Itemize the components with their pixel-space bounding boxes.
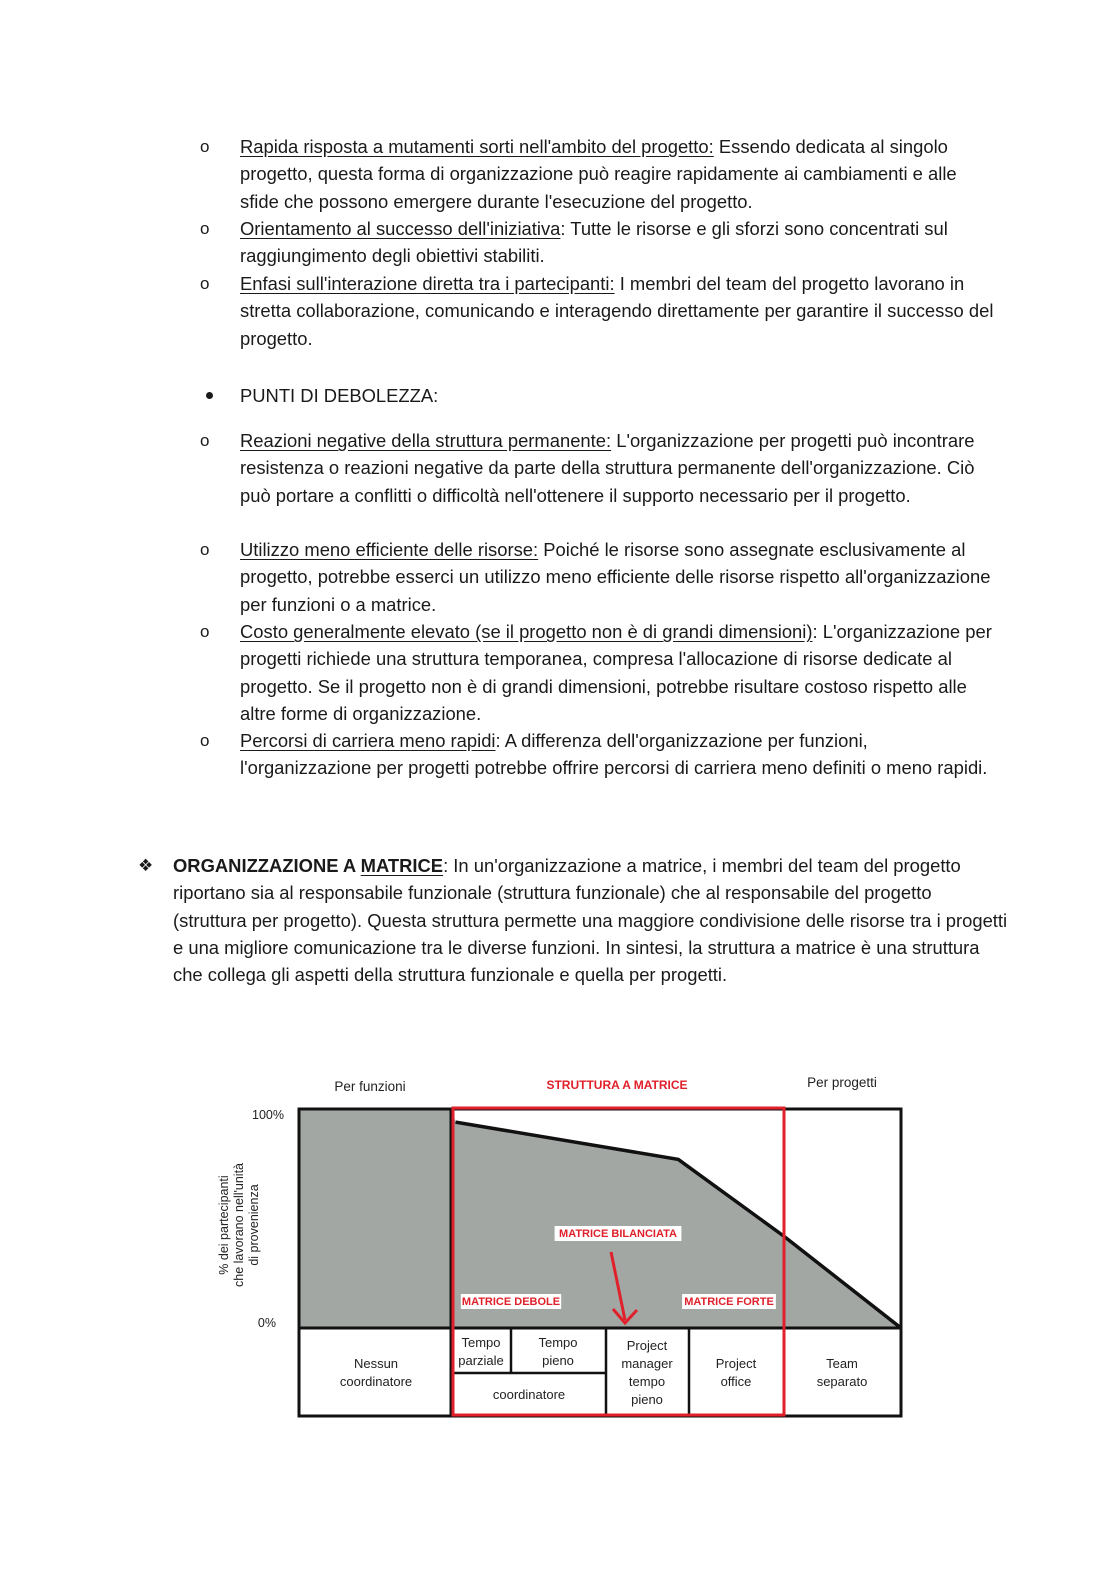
item-text: : A differenza dell'organizzazione per funzioni, l'organizzazione per progetti potrebbe offrire percorsi di carriera meno definiti o meno rapidi.	[240, 730, 988, 779]
item-title: Utilizzo meno efficiente delle risorse:	[240, 539, 539, 560]
item-title: Costo generalmente elevato (se il progetto non è di grandi dimensioni)	[240, 621, 813, 642]
annotation-label: MATRICE DEBOLE	[461, 1296, 561, 1308]
area-fill	[299, 1109, 901, 1328]
item-title: Rapida risposta a mutamenti sorti nell'ambito del progetto:	[240, 136, 714, 157]
item-title: Reazioni negative della struttura permanente:	[240, 430, 612, 451]
chart-title: STRUTTURA A MATRICE	[546, 1078, 688, 1092]
x-segment-label: Tempo pieno	[538, 1335, 578, 1368]
item-text: : Tutte le risorse e gli sforzi sono concentrati sul raggiungimento degli obiettivi stabiliti.	[240, 218, 948, 267]
left-header: Per funzioni	[334, 1079, 406, 1094]
x-segment-label: Project manager tempo pieno	[621, 1338, 673, 1407]
annotation-label: MATRICE BILANCIATA	[559, 1228, 677, 1240]
item-text: L'organizzazione per progetti può incontrare resistenza o reazioni negative da parte della struttura permanente dell'organizzazione. Ciò può portare a conflitti o difficoltà nell'ottenere il supporto necessario per il progetto.	[240, 430, 975, 506]
list-marker: o	[200, 431, 210, 450]
item-title: Orientamento al successo dell'iniziativa	[240, 218, 561, 239]
list-marker: o	[200, 274, 210, 293]
section-title: ORGANIZZAZIONE A	[173, 855, 361, 876]
item-title: Percorsi di carriera meno rapidi	[240, 730, 496, 751]
list-marker: o	[200, 137, 210, 156]
list-marker: o	[200, 622, 210, 641]
diamond-bullet-icon: ❖	[138, 856, 154, 875]
annotation-label: MATRICE FORTE	[684, 1296, 774, 1308]
item-text: I membri del team del progetto lavorano in stretta collaborazione, comunicando e interagendo direttamente per garantire il successo del progetto.	[240, 273, 994, 349]
x-segment-label: Tempo parziale	[458, 1335, 504, 1368]
x-segment-label: Nessun coordinatore	[339, 1356, 413, 1389]
y-axis-label: % dei partecipantiche lavorano nell'unitàdi provenienza	[217, 1163, 261, 1287]
item-text: : L'organizzazione per progetti richiede una struttura temporanea, compresa l'allocazione di risorse dedicate al progetto. Se il progetto non è di grandi dimensioni, potrebbe risultare costoso rispetto alle altre forme di organizzazione.	[240, 621, 992, 724]
list-marker: o	[200, 540, 210, 559]
item-text: Poiché le risorse sono assegnate esclusivamente al progetto, potrebbe esserci un utilizzo meno efficiente delle risorse rispetto all'organizzazione per funzioni o a matrice.	[240, 539, 991, 615]
item-text: Essendo dedicata al singolo progetto, questa forma di organizzazione può reagire rapidamente ai cambiamenti e alle sfide che possono emergere durante l'esecuzione del progetto.	[240, 136, 957, 212]
x-segment-label: Project office	[715, 1356, 757, 1389]
right-header: Per progetti	[807, 1075, 877, 1090]
weakness-heading-text: PUNTI DI DEBOLEZZA:	[240, 385, 439, 406]
list-marker: o	[200, 731, 210, 750]
item-title: Enfasi sull'interazione diretta tra i partecipanti:	[240, 273, 615, 294]
x-segment-label: Team separato	[816, 1356, 868, 1389]
list-marker: o	[200, 219, 210, 238]
y-tick-0: 0%	[257, 1316, 276, 1330]
y-tick-100: 100%	[252, 1108, 284, 1122]
coordinatore-label: coordinatore	[492, 1387, 566, 1402]
section-text: : In un'organizzazione a matrice, i membri del team del progetto riportano sia al responsabile funzionale (struttura funzionale) che al responsabile del progetto (struttura per progetto). Questa struttura permette una maggiore condivisione delle risorse tra i progetti e una migliore comunicazione tra le diverse funzioni. In sintesi, la struttura a matrice è una struttura che collega gli aspetti della struttura funzionale e quella per progetti.	[173, 855, 1008, 986]
section-title-keyword: MATRICE	[360, 855, 444, 876]
